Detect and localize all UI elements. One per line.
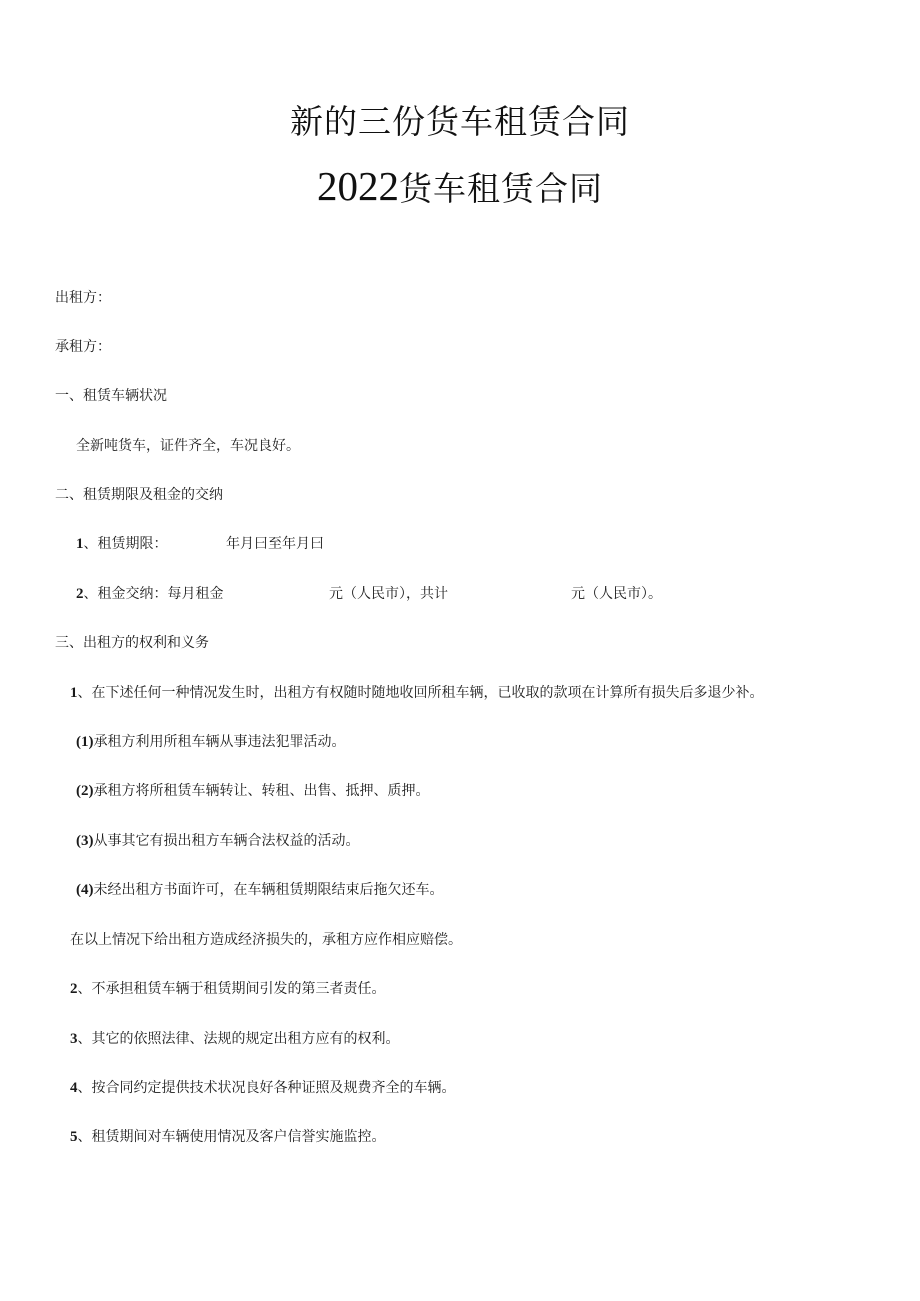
item-number: 1 xyxy=(76,536,84,552)
item-number: 2 xyxy=(70,981,78,997)
lease-period-value: 年月曰至年月曰 xyxy=(226,536,324,552)
subtitle-year: 2022 xyxy=(317,163,399,209)
section-3-item-4 xyxy=(70,1078,456,1098)
item-number: 3 xyxy=(70,1031,78,1047)
section-3-heading: 三、出租方的权利和义务 xyxy=(55,635,209,651)
section-2-item-2 xyxy=(76,584,716,604)
sub-item-2 xyxy=(76,781,430,801)
title-line-1: 新的三份货车租赁合同 xyxy=(290,102,630,141)
item-text: 、租赁期间对车辆使用情况及客户信誉实施监控。 xyxy=(77,1129,386,1145)
item-text: 、按合同约定提供技术状况良好各种证照及规费齐全的车辆。 xyxy=(77,1080,456,1096)
total-rent-unit: 元（人民市）。 xyxy=(571,586,662,602)
section-2-heading: 二、租赁期限及租金的交纳 xyxy=(55,487,223,503)
item-number: 5 xyxy=(70,1129,78,1145)
item-label: 、租赁期限： xyxy=(83,536,168,552)
sub-item-number: (1) xyxy=(76,734,94,750)
section-3-item-2 xyxy=(70,979,386,999)
subtitle-text: 货车租赁合同 xyxy=(399,169,603,208)
item-number: 2 xyxy=(76,586,84,602)
monthly-rent-unit: 元（人民市），共计 xyxy=(329,586,448,602)
sub-item-text: 承租方利用所租车辆从事违法犯罪活动。 xyxy=(93,734,346,750)
lessor-line: 出租方： xyxy=(55,290,111,306)
document-subtitle xyxy=(0,162,920,210)
sub-item-3 xyxy=(76,831,360,851)
sub-item-text: 从事其它有损出租方车辆合法权益的活动。 xyxy=(93,833,360,849)
compensation-clause: 在以上情况下给出租方造成经济损失的，承租方应作相应赔偿。 xyxy=(70,932,462,948)
sub-item-4 xyxy=(76,880,444,900)
sub-item-number: (2) xyxy=(76,783,94,799)
section-3-item-5 xyxy=(70,1127,386,1147)
item-text: 、不承担租赁车辆于租赁期间引发的第三者责任。 xyxy=(77,981,386,997)
lessee-line: 承租方： xyxy=(55,339,111,355)
section-3-item-1 xyxy=(70,683,764,703)
section-1-body: 全新吨货车，证件齐全，车况良好。 xyxy=(76,438,300,454)
section-2-item-1 xyxy=(76,534,476,554)
item-text: 、在下述任何一种情况发生时，出租方有权随时随地收回所租车辆，已收取的款项在计算所有损失后多退少补。 xyxy=(77,685,764,701)
sub-item-text: 未经出租方书面许可，在车辆租赁期限结束后拖欠还车。 xyxy=(93,882,444,898)
section-3-item-3 xyxy=(70,1029,400,1049)
item-text: 、其它的依照法律、法规的规定出租方应有的权利。 xyxy=(77,1031,400,1047)
sub-item-1 xyxy=(76,732,346,752)
sub-item-number: (3) xyxy=(76,833,94,849)
item-number: 4 xyxy=(70,1080,78,1096)
item-label: 、租金交纳：每月租金 xyxy=(83,586,224,602)
sub-item-text: 承租方将所租赁车辆转让、转租、出售、抵押、质押。 xyxy=(93,783,430,799)
item-number: 1 xyxy=(70,685,78,701)
section-1-heading: 一、租赁车辆状况 xyxy=(55,388,167,404)
document-title xyxy=(0,96,920,143)
sub-item-number: (4) xyxy=(76,882,94,898)
